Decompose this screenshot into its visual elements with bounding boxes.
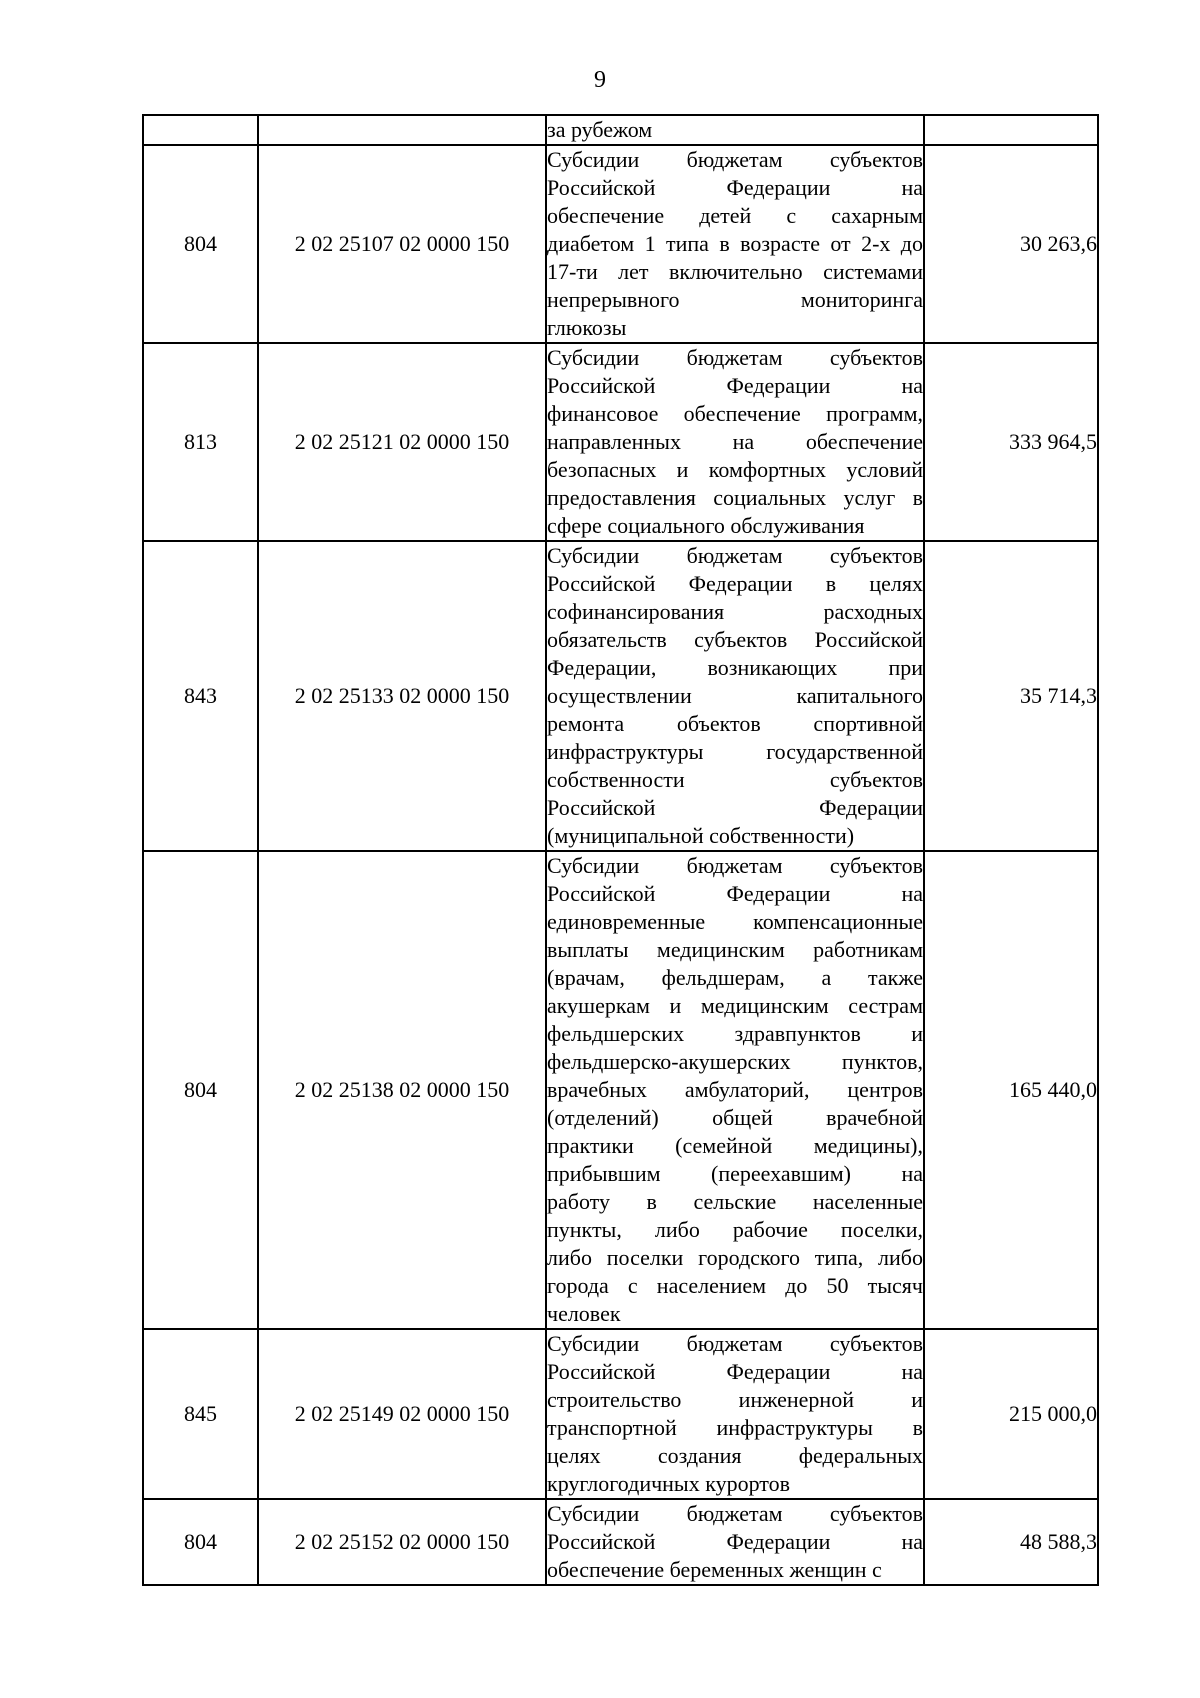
table-row	[143, 145, 1098, 343]
description-line: Субсидии бюджетам субъектов	[547, 147, 923, 172]
description-line: финансовое обеспечение программ,	[547, 401, 923, 426]
table-row	[143, 115, 1098, 145]
description-line: направленных на обеспечение	[547, 429, 923, 454]
description-line: Российской Федерации на	[547, 373, 923, 398]
table-row	[143, 851, 1098, 1329]
description-line: единовременные компенсационные	[547, 909, 923, 934]
table-row	[143, 1499, 1098, 1585]
description-line: диабетом 1 типа в возрасте от 2-х до	[547, 231, 923, 256]
description-line: безопасных и комфортных условий	[547, 457, 923, 482]
admin-code-cell: 804	[143, 1499, 258, 1585]
amount-cell: 333 964,5	[924, 343, 1098, 541]
description-line: обеспечение беременных женщин с	[547, 1557, 882, 1582]
description-line: (врачам, фельдшерам, а также	[547, 965, 923, 990]
description-line: Федерации, возникающих при	[547, 655, 923, 680]
description-line: круглогодичных курортов	[547, 1471, 791, 1496]
budget-classification-code-cell	[258, 115, 546, 145]
amount-cell: 35 714,3	[924, 541, 1098, 851]
revenue-description-cell	[546, 1329, 924, 1499]
budget-classification-code-cell: 2 02 25138 02 0000 150	[258, 851, 546, 1329]
budget-classification-code-cell: 2 02 25107 02 0000 150	[258, 145, 546, 343]
table-row	[143, 343, 1098, 541]
admin-code-cell: 843	[143, 541, 258, 851]
description-line: (отделений) общей врачебной	[547, 1105, 923, 1130]
admin-code-cell: 845	[143, 1329, 258, 1499]
description-line: транспортной инфраструктуры в	[547, 1415, 923, 1440]
description-line: софинансирования расходных	[547, 599, 923, 624]
description-line: (муниципальной собственности)	[547, 823, 855, 848]
revenue-description-cell	[546, 115, 924, 145]
description-line: прибывшим (переехавшим) на	[547, 1161, 923, 1186]
description-line: собственности субъектов	[547, 767, 923, 792]
description-line: Субсидии бюджетам субъектов	[547, 1331, 923, 1356]
description-line: инфраструктуры государственной	[547, 739, 923, 764]
description-line: строительство инженерной и	[547, 1387, 923, 1412]
description-line: Российской Федерации на	[547, 1359, 923, 1384]
description-line: города с населением до 50 тысяч	[547, 1273, 923, 1298]
budget-classification-code-cell: 2 02 25149 02 0000 150	[258, 1329, 546, 1499]
description-line: Субсидии бюджетам субъектов	[547, 345, 923, 370]
table-row	[143, 1329, 1098, 1499]
revenue-description-cell	[546, 851, 924, 1329]
table-row	[143, 541, 1098, 851]
description-line: осуществлении капитального	[547, 683, 923, 708]
amount-cell: 48 588,3	[924, 1499, 1098, 1585]
description-line: непрерывного мониторинга	[547, 287, 923, 312]
description-line: выплаты медицинским работникам	[547, 937, 923, 962]
revenue-description-cell	[546, 541, 924, 851]
description-line: глюкозы	[547, 315, 627, 340]
description-line: работу в сельские населенные	[547, 1189, 923, 1214]
description-line: Субсидии бюджетам субъектов	[547, 1501, 923, 1526]
budget-classification-code-cell: 2 02 25152 02 0000 150	[258, 1499, 546, 1585]
revenue-description-cell	[546, 1499, 924, 1585]
budget-classification-code-cell: 2 02 25121 02 0000 150	[258, 343, 546, 541]
budget-classification-code-cell: 2 02 25133 02 0000 150	[258, 541, 546, 851]
description-line: фельдшерских здравпунктов и	[547, 1021, 923, 1046]
budget-table-body	[143, 115, 1098, 1585]
description-line: Российской Федерации на	[547, 175, 923, 200]
description-line: сфере социального обслуживания	[547, 513, 865, 538]
admin-code-cell: 804	[143, 851, 258, 1329]
description-line: фельдшерско-акушерских пунктов,	[547, 1049, 923, 1074]
description-line: либо поселки городского типа, либо	[547, 1245, 923, 1270]
description-line: обязательств субъектов Российской	[547, 627, 923, 652]
revenue-description-cell	[546, 145, 924, 343]
amount-cell: 215 000,0	[924, 1329, 1098, 1499]
budget-table	[142, 114, 1099, 1586]
description-line: Субсидии бюджетам субъектов	[547, 853, 923, 878]
description-line: обеспечение детей с сахарным	[547, 203, 923, 228]
description-line: ремонта объектов спортивной	[547, 711, 923, 736]
description-line: Российской Федерации	[547, 795, 923, 820]
amount-cell: 165 440,0	[924, 851, 1098, 1329]
description-line: Субсидии бюджетам субъектов	[547, 543, 923, 568]
description-line: 17-ти лет включительно системами	[547, 259, 923, 284]
page-number: 9	[594, 67, 606, 93]
admin-code-cell: 813	[143, 343, 258, 541]
description-line: Российской Федерации в целях	[547, 571, 923, 596]
description-line: человек	[547, 1301, 621, 1326]
amount-cell: 30 263,6	[924, 145, 1098, 343]
description-line: практики (семейной медицины),	[547, 1133, 923, 1158]
description-line: Российской Федерации на	[547, 881, 923, 906]
description-line: за рубежом	[547, 117, 653, 142]
description-line: акушеркам и медицинским сестрам	[547, 993, 923, 1018]
admin-code-cell	[143, 115, 258, 145]
description-line: предоставления социальных услуг в	[547, 485, 923, 510]
description-line: Российской Федерации на	[547, 1529, 923, 1554]
revenue-description-cell	[546, 343, 924, 541]
amount-cell	[924, 115, 1098, 145]
description-line: целях создания федеральных	[547, 1443, 923, 1468]
description-line: врачебных амбулаторий, центров	[547, 1077, 923, 1102]
admin-code-cell: 804	[143, 145, 258, 343]
description-line: пункты, либо рабочие поселки,	[547, 1217, 923, 1242]
